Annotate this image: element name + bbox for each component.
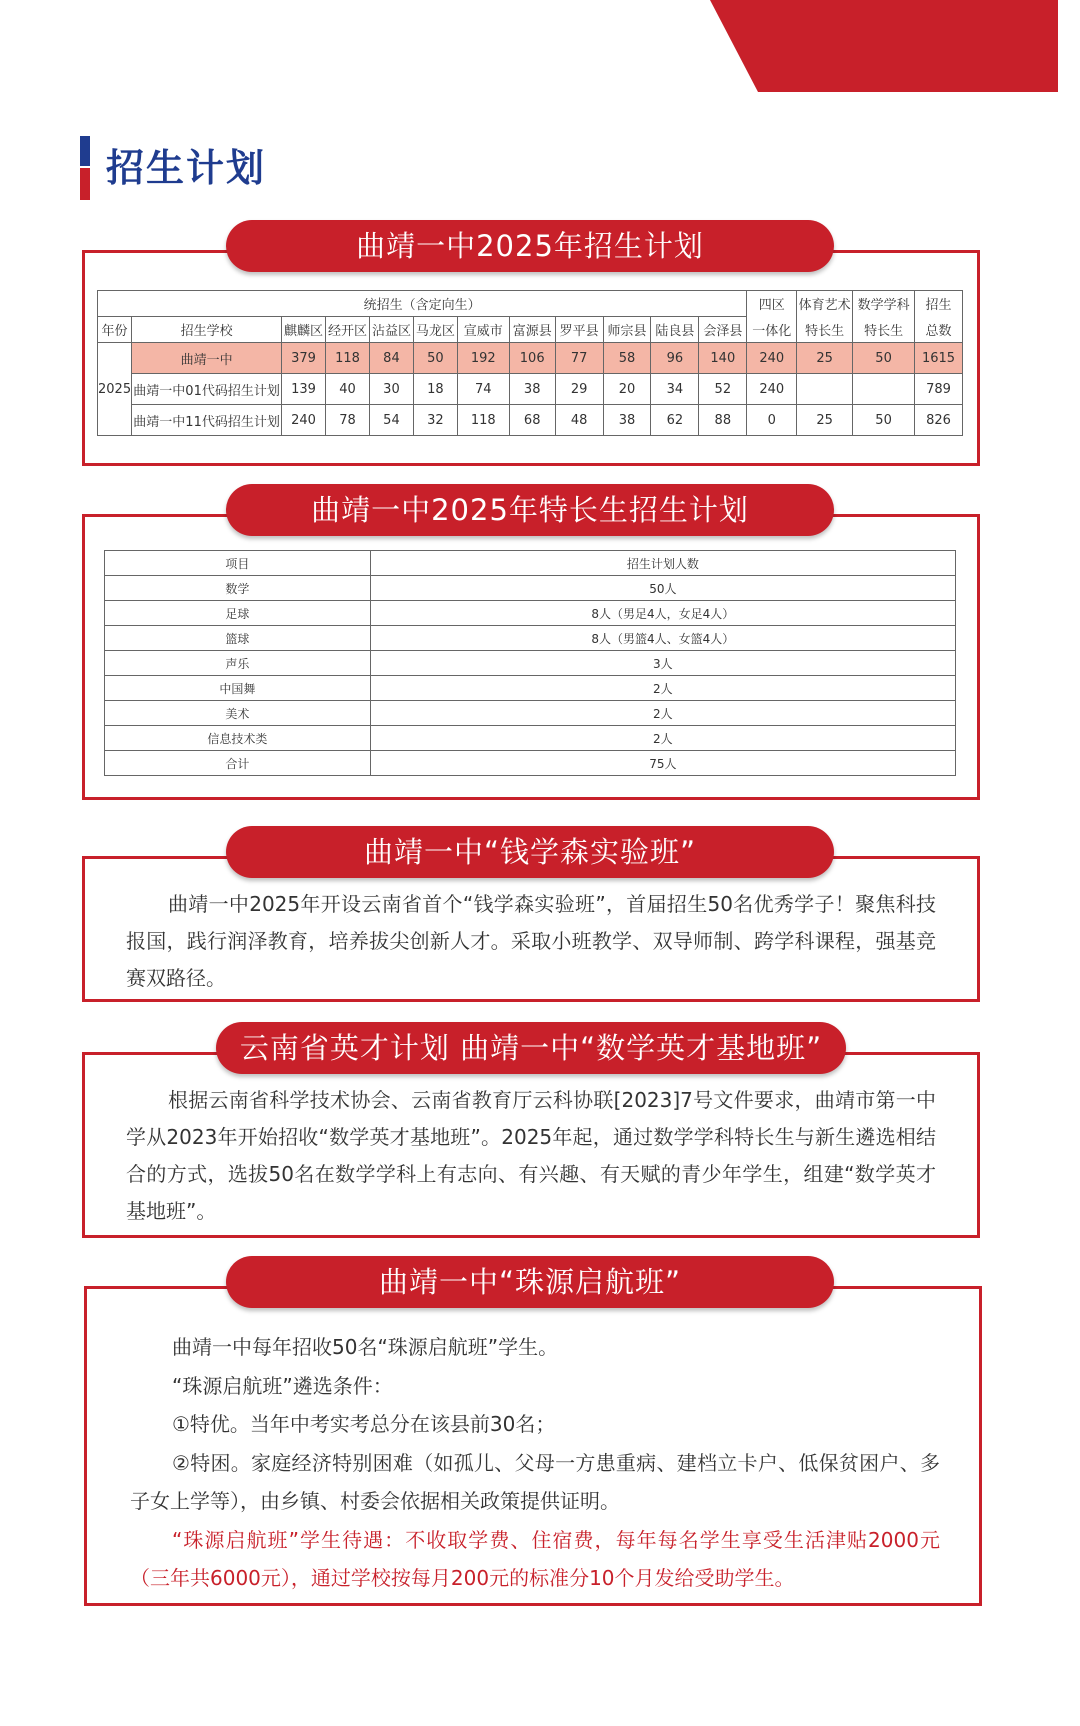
count-cell: 2人 (370, 701, 955, 726)
table-row (105, 626, 956, 651)
school-cell: 曲靖一中 (132, 343, 282, 374)
value-cell: 379 (282, 343, 326, 374)
value-cell: 50 (413, 343, 457, 374)
value-cell: 29 (555, 374, 603, 405)
zhu-paragraph-4: ②特困。家庭经济特别困难（如孤儿、父母一方患重病、建档立卡户、低保贫困户、多子女上学等），由乡镇、村委会依据相关政策提供证明。 (130, 1450, 940, 1513)
school-cell: 曲靖一中11代码招生计划 (132, 405, 282, 436)
zhu-class-text (130, 1328, 940, 1598)
col-shuxue-line2: 特长生 (853, 317, 915, 343)
col-district: 富源县 (509, 317, 555, 343)
year-cell: 2025 (98, 343, 132, 436)
enrollment-plan-table (97, 290, 963, 436)
value-cell: 139 (282, 374, 326, 405)
table-row (105, 726, 956, 751)
specialty-plan-title: 曲靖一中2025年特长生招生计划 (226, 484, 834, 536)
value-cell: 78 (326, 405, 370, 436)
table-row (105, 751, 956, 776)
count-cell: 8人（男篮4人、女篮4人） (370, 626, 955, 651)
col-total-line1: 招生 (915, 291, 963, 317)
col-district: 麒麟区 (282, 317, 326, 343)
shuxue-cell (853, 374, 915, 405)
value-cell: 118 (326, 343, 370, 374)
col-school: 招生学校 (132, 317, 282, 343)
col-shuxue-line1: 数学学科 (853, 291, 915, 317)
total-cell: 826 (915, 405, 963, 436)
value-cell: 62 (651, 405, 699, 436)
specialty-plan-table (104, 550, 956, 776)
col-district: 师宗县 (603, 317, 651, 343)
table-header-row (98, 291, 963, 317)
value-cell: 192 (457, 343, 509, 374)
col-district: 沾益区 (369, 317, 413, 343)
qian-paragraph: 曲靖一中2025年开设云南省首个“钱学森实验班”，首届招生50名优秀学子！聚焦科技报国，践行润泽教育，培养拔尖创新人才。采取小班教学、双导师制、跨学科课程，强基竞赛双路径。 (126, 892, 936, 990)
col-district: 马龙区 (413, 317, 457, 343)
value-cell: 118 (457, 405, 509, 436)
group-header: 统招生（含定向生） (98, 291, 747, 317)
value-cell: 106 (509, 343, 555, 374)
total-cell: 1615 (915, 343, 963, 374)
math-class-text (126, 1082, 936, 1230)
value-cell: 88 (699, 405, 747, 436)
col-district: 罗平县 (555, 317, 603, 343)
col-tiyu-line2: 特长生 (797, 317, 853, 343)
col-district: 会泽县 (699, 317, 747, 343)
value-cell: 240 (282, 405, 326, 436)
corner-decoration (710, 0, 1058, 92)
value-cell: 58 (603, 343, 651, 374)
tiyu-cell: 25 (797, 343, 853, 374)
tiyu-cell (797, 374, 853, 405)
col-siqu-line1: 四区 (747, 291, 797, 317)
count-cell: 75人 (370, 751, 955, 776)
math-paragraph: 根据云南省科学技术协会、云南省教育厅云科协联[2023]7号文件要求，曲靖市第一中学从2023年开始招收“数学英才基地班”。2025年起，通过数学学科特长生与新生遴选相结合的方式，选拔50名在数学学科上有志向、有兴趣、有天赋的青少年学生，组建“数学英才基地班”。 (126, 1088, 936, 1223)
value-cell: 74 (457, 374, 509, 405)
zhu-paragraph-3: ①特优。当年中考实考总分在该县前30名； (172, 1412, 556, 1436)
table-row (105, 676, 956, 701)
siqu-cell: 0 (747, 405, 797, 436)
value-cell: 38 (509, 374, 555, 405)
value-cell: 96 (651, 343, 699, 374)
school-cell: 曲靖一中01代码招生计划 (132, 374, 282, 405)
qian-class-text (126, 886, 936, 997)
table-row (98, 343, 963, 374)
value-cell: 48 (555, 405, 603, 436)
count-cell: 2人 (370, 726, 955, 751)
value-cell: 18 (413, 374, 457, 405)
value-cell: 140 (699, 343, 747, 374)
value-cell: 34 (651, 374, 699, 405)
col-district: 陆良县 (651, 317, 699, 343)
table-row (105, 601, 956, 626)
siqu-cell: 240 (747, 343, 797, 374)
item-cell: 足球 (105, 601, 371, 626)
math-class-title: 云南省英才计划 曲靖一中“数学英才基地班” (216, 1022, 846, 1074)
value-cell: 32 (413, 405, 457, 436)
heading-accent-red (80, 168, 90, 200)
col-year: 年份 (98, 317, 132, 343)
enrollment-plan-title: 曲靖一中2025年招生计划 (226, 220, 834, 272)
zhu-paragraph-5: “珠源启航班”学生待遇：不收取学费、住宿费，每年每名学生享受生活津贴2000元（三年共6000元），通过学校按每月200元的标准分10个月发给受助学生。 (130, 1527, 940, 1590)
value-cell: 84 (369, 343, 413, 374)
shuxue-cell: 50 (853, 405, 915, 436)
value-cell: 30 (369, 374, 413, 405)
table-header-row (105, 551, 956, 576)
header-count: 招生计划人数 (370, 551, 955, 576)
col-district: 经开区 (326, 317, 370, 343)
count-cell: 2人 (370, 676, 955, 701)
total-cell: 789 (915, 374, 963, 405)
item-cell: 声乐 (105, 651, 371, 676)
table-row (105, 701, 956, 726)
value-cell: 40 (326, 374, 370, 405)
shuxue-cell: 50 (853, 343, 915, 374)
value-cell: 77 (555, 343, 603, 374)
zhu-paragraph-2: “珠源启航班”遴选条件： (172, 1373, 393, 1398)
zhu-class-title: 曲靖一中“珠源启航班” (226, 1256, 834, 1308)
table-row (105, 576, 956, 601)
value-cell: 52 (699, 374, 747, 405)
header-item: 项目 (105, 551, 371, 576)
count-cell: 8人（男足4人，女足4人） (370, 601, 955, 626)
item-cell: 合计 (105, 751, 371, 776)
table-row (98, 374, 963, 405)
value-cell: 38 (603, 405, 651, 436)
count-cell: 3人 (370, 651, 955, 676)
section-heading (80, 132, 380, 204)
tiyu-cell: 25 (797, 405, 853, 436)
count-cell: 50人 (370, 576, 955, 601)
section-title: 招生计划 (106, 146, 267, 190)
item-cell: 中国舞 (105, 676, 371, 701)
item-cell: 美术 (105, 701, 371, 726)
siqu-cell: 240 (747, 374, 797, 405)
heading-accent-blue (80, 136, 90, 166)
item-cell: 篮球 (105, 626, 371, 651)
col-siqu-line2: 一体化 (747, 317, 797, 343)
col-tiyu-line1: 体育艺术 (797, 291, 853, 317)
value-cell: 54 (369, 405, 413, 436)
col-total-line2: 总数 (915, 317, 963, 343)
value-cell: 20 (603, 374, 651, 405)
table-row (98, 405, 963, 436)
value-cell: 68 (509, 405, 555, 436)
table-row (105, 651, 956, 676)
item-cell: 数学 (105, 576, 371, 601)
table-header-row (98, 317, 963, 343)
item-cell: 信息技术类 (105, 726, 371, 751)
col-district: 宣威市 (457, 317, 509, 343)
zhu-paragraph-1: 曲靖一中每年招收50名“珠源启航班”学生。 (172, 1335, 559, 1359)
qian-class-title: 曲靖一中“钱学森实验班” (226, 826, 834, 878)
